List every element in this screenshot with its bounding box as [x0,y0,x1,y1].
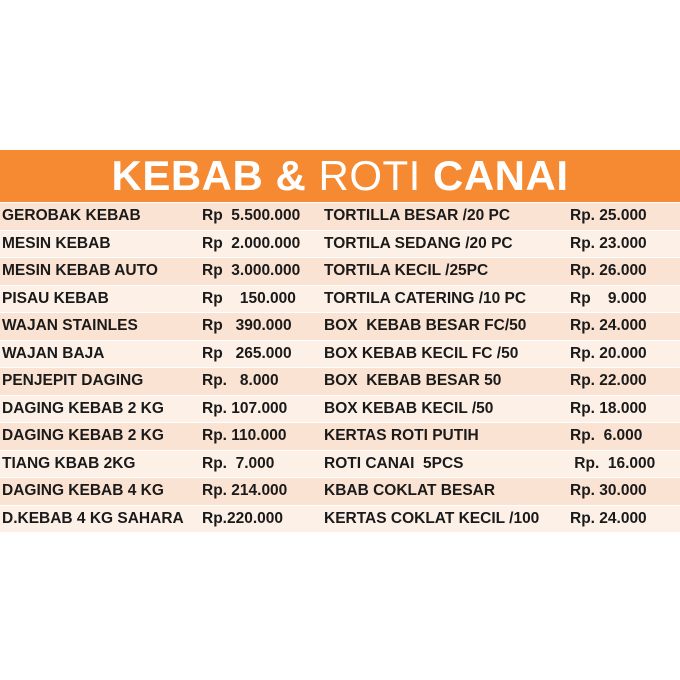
item-name-left: DAGING KEBAB 2 KG [2,427,164,444]
item-price-right: Rp. 25.000 [570,207,647,224]
item-price-left: Rp 150.000 [202,289,296,307]
table-row [0,396,680,424]
item-name-right: BOX KEBAB KECIL FC /50 [324,344,519,362]
item-price-right: Rp. 22.000 [570,372,647,389]
item-price-left: Rp. 107.000 [202,399,288,417]
item-name-right: ROTI CANAI 5PCS [324,454,464,472]
item-name-left: MESIN KEBAB [2,234,111,252]
item-price-right: Rp. 18.000 [570,399,647,417]
item-price-left: Rp. 8.000 [202,372,279,389]
item-price-right: Rp. 23.000 [570,234,647,252]
item-name-left: D.KEBAB 4 KG SAHARA [2,509,184,527]
item-name-left: GEROBAK KEBAB [2,207,141,224]
item-name-right: BOX KEBAB KECIL /50 [324,399,494,417]
title-part-1: KEBAB & [111,152,319,199]
item-name-left: WAJAN BAJA [2,344,105,362]
item-price-left: Rp 265.000 [202,344,292,362]
item-price-left: Rp. 110.000 [202,427,287,444]
item-price-right: Rp. 26.000 [570,262,647,279]
table-row [0,231,680,259]
item-price-left: Rp 3.000.000 [202,262,301,279]
item-name-right: TORTILA KECIL /25PC [324,262,489,279]
item-price-right: Rp 9.000 [570,289,647,307]
item-name-right: KERTAS ROTI PUTIH [324,427,479,444]
item-name-left: PISAU KEBAB [2,289,109,307]
item-name-left: DAGING KEBAB 2 KG [2,399,164,417]
item-price-right: Rp. 30.000 [570,482,647,499]
item-name-left: DAGING KEBAB 4 KG [2,482,164,499]
item-name-right: BOX KEBAB BESAR 50 [324,372,502,389]
item-name-right: BOX KEBAB BESAR FC/50 [324,317,527,334]
item-name-left: WAJAN STAINLES [2,317,138,334]
item-price-left: Rp 390.000 [202,317,292,334]
table-row [0,478,680,506]
table-row [0,203,680,231]
table-row [0,368,680,396]
title-part-3: CANAI [433,152,569,199]
item-name-left: PENJEPIT DAGING [2,372,144,389]
price-table [0,203,680,533]
item-name-right: TORTILLA BESAR /20 PC [324,207,511,224]
table-row [0,423,680,451]
item-name-right: KERTAS COKLAT KECIL /100 [324,509,540,527]
item-price-right: Rp. 24.000 [570,317,647,334]
item-name-left: MESIN KEBAB AUTO [2,262,158,279]
item-price-right: Rp. 24.000 [570,509,647,527]
table-row [0,258,680,286]
item-price-right: Rp. 20.000 [570,344,647,362]
item-price-right: Rp. 16.000 [570,454,656,472]
item-price-left: Rp 2.000.000 [202,234,301,252]
price-list-title [0,150,680,202]
table-row [0,341,680,369]
item-price-left: Rp. 7.000 [202,454,275,472]
item-name-right: TORTILA SEDANG /20 PC [324,234,513,252]
item-price-right: Rp. 6.000 [570,427,643,444]
table-row [0,313,680,341]
table-row [0,506,680,534]
title-part-2: ROTI [318,152,433,199]
table-row [0,451,680,479]
table-row [0,286,680,314]
item-name-right: TORTILA CATERING /10 PC [324,289,527,307]
item-price-left: Rp. 214.000 [202,482,288,499]
item-price-left: Rp.220.000 [202,509,283,527]
item-price-left: Rp 5.500.000 [202,207,301,224]
item-name-right: KBAB COKLAT BESAR [324,482,496,499]
item-name-left: TIANG KBAB 2KG [2,454,136,472]
